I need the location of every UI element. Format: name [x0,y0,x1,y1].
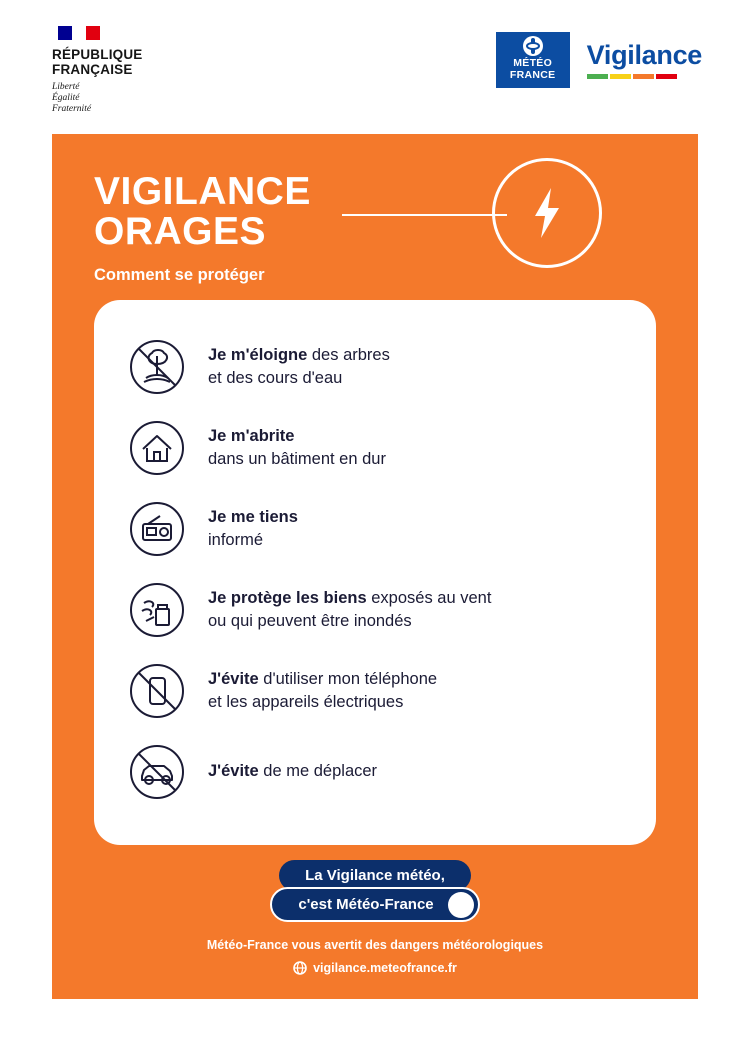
list-item [94,407,656,488]
poster-title-line-1: VIGILANCE [94,170,311,213]
advice-bold: Je m'abrite [208,426,295,445]
poster-subtitle: Comment se protéger [94,266,265,284]
advice-rest: de me déplacer [258,762,378,780]
advice-bold: Je me tiens [208,507,298,526]
secure-objects-icon [128,581,186,639]
republique-line-2: FRANÇAISE [52,62,133,77]
meteo-france-mark-icon [523,36,543,56]
lightning-bolt-icon [525,186,569,240]
advice-bold: Je m'éloigne [208,345,308,364]
list-item [94,569,656,650]
tree-crossed-out-icon [128,338,186,396]
meteo-france-line-2: FRANCE [509,68,556,81]
advice-line-2: et les appareils électriques [208,692,404,711]
vigilance-pill-top: La Vigilance météo, [279,860,471,891]
advice-line-2: et des cours d'eau [208,368,343,387]
republique-francaise-logo [52,26,222,115]
list-item [94,488,656,569]
vigilance-wordmark: Vigilance [586,39,702,70]
footer-url[interactable] [293,961,457,975]
storm-badge [492,158,602,268]
advice-text [208,344,390,390]
advice-text [208,760,377,783]
motto-egalite: Égalité [52,93,80,103]
globe-icon [293,961,307,975]
advice-text [208,506,298,552]
advice-rest: des arbres [307,345,390,364]
list-item [94,326,656,407]
advice-line-2: informé [208,530,264,549]
advice-rest: exposés au vent [366,588,492,607]
pill-dot-icon [448,892,474,918]
meteo-france-logo [496,32,570,88]
advice-bold: J'évite [208,762,259,780]
advice-text [208,425,386,471]
advice-line-2: dans un bâtiment en dur [208,449,386,468]
advice-text [208,668,437,714]
header-divider [342,214,507,216]
page-header [0,0,750,134]
phone-crossed-out-icon [128,662,186,720]
vigilance-color-bars [587,74,702,79]
poster-title-line-2: ORAGES [94,210,267,253]
french-flag-icon [58,26,100,40]
footer-tagline: Météo-France vous avertit des dangers météorologiques [206,938,544,952]
advice-card [94,300,656,845]
list-item [94,650,656,731]
advice-list [94,300,656,812]
advice-rest: d'utiliser mon téléphone [258,669,438,688]
radio-icon [128,500,186,558]
footer-url-label: vigilance.meteofrance.fr [313,961,457,975]
motto-fraternite: Fraternité [52,104,92,114]
poster-header [52,134,698,284]
brand-block [496,32,702,88]
vigilance-brand [586,39,702,79]
car-crossed-out-icon [128,743,186,801]
advice-line-2: ou qui peuvent être inondés [208,611,412,630]
house-icon [128,419,186,477]
advice-text [208,587,491,633]
advice-bold: Je protège les biens [208,588,367,607]
meteo-france-line-1: MÉTÉO [513,57,553,69]
poster-footer [52,860,698,975]
advice-bold: J'évite [208,669,259,688]
vigilance-poster [52,134,698,999]
vigilance-pill-bottom-label: c'est Météo-France [298,896,434,913]
vigilance-pill-bottom [270,887,479,922]
motto-liberte: Liberté [52,82,80,92]
list-item [94,731,656,812]
republique-line-1: RÉPUBLIQUE [52,47,143,62]
